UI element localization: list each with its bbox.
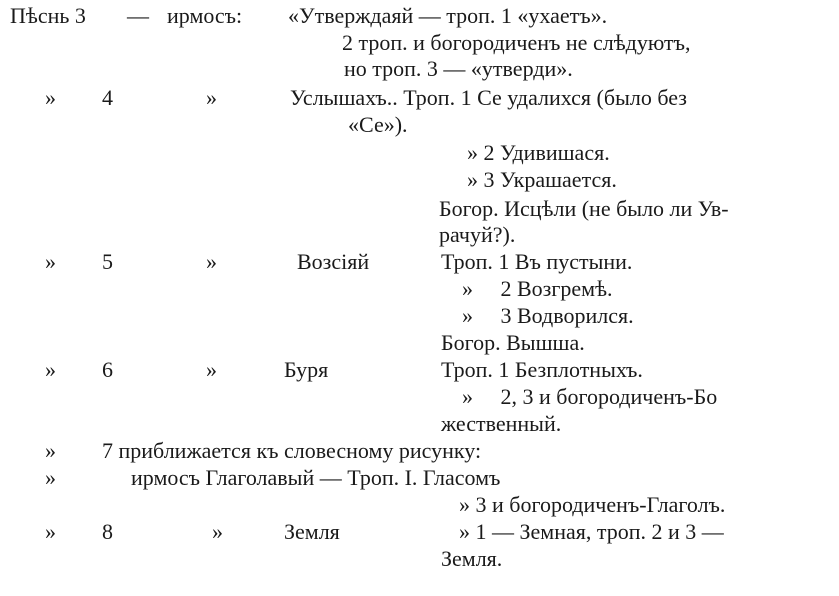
ditto-mark: » xyxy=(212,519,223,544)
ditto-mark: » xyxy=(206,357,217,382)
irmos-label: ирмосъ: xyxy=(167,3,243,28)
ditto-mark: » xyxy=(45,438,56,463)
pesn-3-line-2: 2 троп. и богородиченъ не слѣдуютъ, xyxy=(342,30,691,55)
pesn-5-irmos: Возсіяй xyxy=(297,249,370,274)
pesn-5-trop-2: » 2 Возгремѣ. xyxy=(462,276,613,301)
ditto-mark: » xyxy=(45,249,56,274)
pesn-3-irmos-text: «Утверждаяй — троп. 1 «ухаетъ». xyxy=(288,3,608,28)
pesn-4-irmos-text: Услышахъ.. Троп. 1 Се удалихся (было без xyxy=(290,85,687,110)
pesn-number: 5 xyxy=(102,249,113,274)
pesn-5-bogor: Богор. Вышша. xyxy=(441,330,585,355)
pesn-7-text: 7 приближается къ словесному рисунку: xyxy=(102,438,482,463)
pesn-7-irmos: ирмосъ Глаголавый — Троп. І. Гласомъ xyxy=(131,465,501,490)
pesn-6-trop-2-3: » 2, 3 и богородиченъ-Бо xyxy=(462,384,718,409)
dash: — xyxy=(127,3,149,28)
ditto-mark: » xyxy=(45,85,56,110)
pesn-5-trop-3: » 3 Водворился. xyxy=(462,303,634,328)
pesn-8-irmos: Земля xyxy=(284,519,340,544)
pesn-number: 4 xyxy=(102,85,113,110)
ditto-mark: » xyxy=(45,465,56,490)
pesn-number: 8 xyxy=(102,519,113,544)
pesn-6-trop-1: Троп. 1 Безплотныхъ. xyxy=(441,357,643,382)
pesn-6-trop-cont: жественный. xyxy=(441,411,562,436)
ditto-mark: » xyxy=(45,357,56,382)
pesn-4-bogor-cont: рачуй?). xyxy=(439,222,516,247)
pesn-8-trop-cont: Земля. xyxy=(441,546,503,571)
ditto-mark: » xyxy=(206,85,217,110)
pesn-label: Пѣснь 3 xyxy=(10,3,86,28)
pesn-4-line-2: «Се»). xyxy=(348,112,408,137)
pesn-4-bogor: Богор. Исцѣли (не было ли Ув- xyxy=(439,196,729,221)
pesn-4-trop-3: » 3 Украшается. xyxy=(467,167,617,192)
pesn-number: 6 xyxy=(102,357,113,382)
ditto-mark: » xyxy=(45,519,56,544)
pesn-5-trop-1: Троп. 1 Въ пустыни. xyxy=(441,249,633,274)
pesn-3-line-3: но троп. 3 — «утверди». xyxy=(344,56,573,81)
ditto-mark: » xyxy=(206,249,217,274)
pesn-4-trop-2: » 2 Удивишася. xyxy=(467,140,610,165)
pesn-8-trop: » 1 — Земная, троп. 2 и 3 — xyxy=(459,519,724,544)
pesn-6-irmos: Буря xyxy=(284,357,329,382)
pesn-7-trop-3: » 3 и богородиченъ-Глаголъ. xyxy=(459,492,726,517)
